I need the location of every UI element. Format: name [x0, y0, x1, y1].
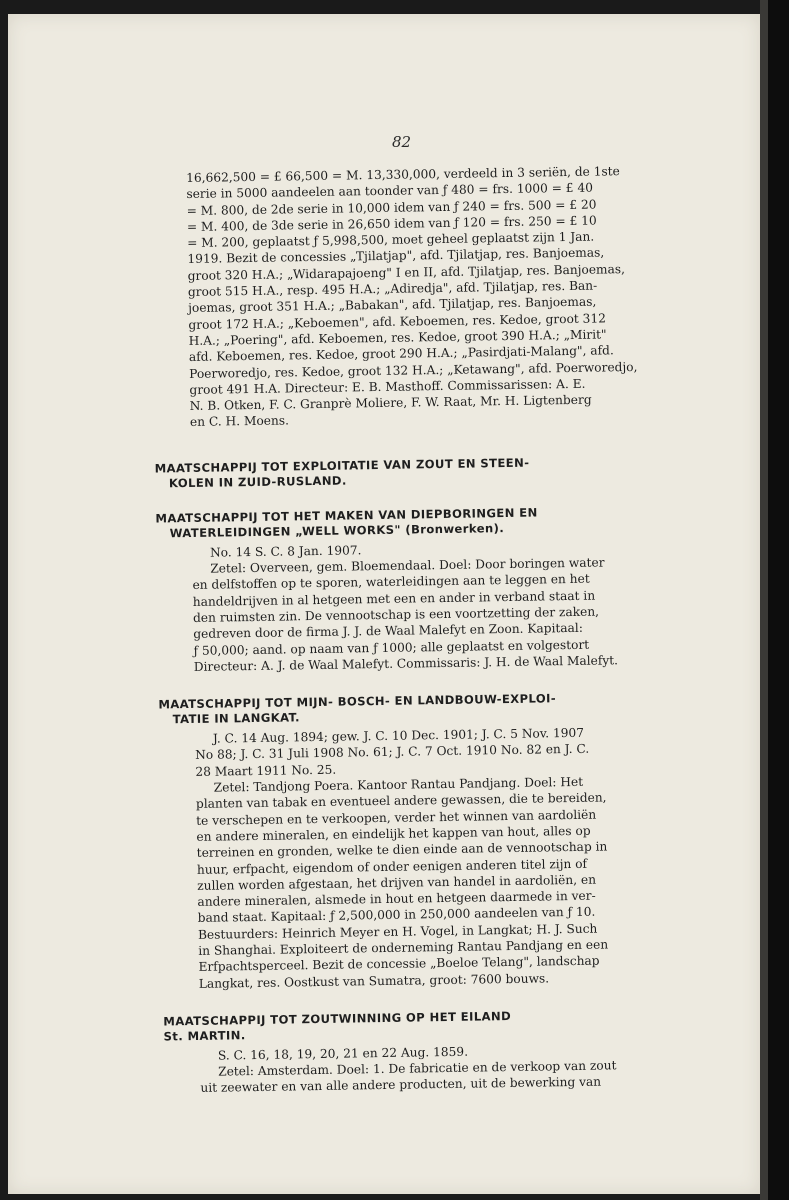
text-line: serie in 5000 aandeelen aan toonder van ƒ 480 = frs. 1000 = £ 40: [186, 180, 594, 202]
page-text: [154, 162, 688, 1096]
heading-line: MAATSCHAPPIJ TOT HET MAKEN VAN DIEPBORINGEN EN: [155, 505, 538, 526]
text-line: en C. H. Moens.: [189, 413, 290, 430]
text-line: gedreven door de firma J. J. de Waal Malefyt en Zoon. Kapitaal:: [193, 621, 583, 642]
text-line: Directeur: A. J. de Waal Malefyt. Commissaris: J. H. de Waal Malefyt.: [193, 653, 619, 674]
text-line: J. C. 14 Aug. 1894; gew. J. C. 10 Dec. 1901; J. C. 5 Nov. 1907: [212, 725, 585, 746]
heading-line: St. MARTIN.: [163, 1028, 246, 1044]
text-line: Erfpachtsperceel. Bezit de concessie „Boeloe Telang", landschap: [198, 953, 600, 975]
section-heading-zout-steenkolen: [155, 453, 679, 491]
text-line: 1919. Bezit de concessies „Tjilatjap", afd. Tjilatjap, res. Banjoemas,: [187, 245, 605, 267]
text-line: Zetel: Overveen, gem. Bloemendaal. Doel: Door boringen water: [210, 555, 605, 576]
text-line: Bestuurders: Heinrich Meyer en H. Vogel, in Langkat; H. J. Such: [197, 921, 598, 942]
heading-line: KOLEN IN ZUID-RUSLAND.: [168, 473, 347, 491]
text-line: Zetel: Amsterdam. Doel: 1. De fabricatie en de verkoop van zout: [218, 1058, 617, 1079]
text-line: Langkat, res. Oostkust van Sumatra, groot: 7600 bouws.: [198, 970, 550, 991]
page-edge: [760, 0, 768, 1200]
text-line: groot 320 H.A.; „Widarapajoeng" I en II, afd. Tjilatjap, res. Banjoemas,: [187, 261, 626, 283]
heading-line: MAATSCHAPPIJ TOT EXPLOITATIE VAN ZOUT EN STEEN-: [154, 455, 530, 476]
text-line: band staat. Kapitaal: ƒ 2,500,000 in 250,000 aandeelen van ƒ 10.: [197, 905, 596, 926]
text-line: te verschepen en te verkoopen, verder het winnen van aardoliën: [196, 807, 597, 828]
section-heading-well-works: [155, 503, 679, 541]
text-line: groot 515 H.A., resp. 495 H.A.; „Adiredja", afd. Tjilatjap, res. Ban-: [187, 278, 598, 300]
heading-line: MAATSCHAPPIJ TOT MIJN- BOSCH- EN LANDBOUW-EXPLOI-: [158, 691, 557, 712]
text-line: Poerworedjo, res. Kedoe, groot 132 H.A.; „Ketawang", afd. Poerworedjo,: [189, 359, 638, 381]
section-body-zoutwinning: [200, 1040, 689, 1097]
text-line: en andere mineralen, en eindelijk het kappen van hout, alles op: [196, 823, 591, 844]
text-line: 16,662,500 = £ 66,500 = M. 13,330,000, verdeeld in 3 seriën, de 1ste: [186, 164, 620, 185]
text-line: zullen worden afgestaan, het drijven van handel in aardoliën, en: [197, 872, 597, 893]
heading-line: TATIE IN LANGKAT.: [172, 710, 301, 727]
text-line: handeldrijven in al hetgeen met een en ander in verband staat in: [192, 588, 596, 609]
page-number: 82: [392, 133, 412, 151]
text-line: No. 14 S. C. 8 Jan. 1907.: [209, 543, 362, 560]
text-line: en delfstoffen op te sporen, waterleidingen aan te leggen en het: [192, 572, 590, 593]
text-line: in Shanghai. Exploiteert de onderneming Rantau Pandjang en een: [198, 937, 609, 958]
text-line: uit zeewater en van alle andere producten, uit de bewerking van: [200, 1075, 602, 1096]
text-line: joemas, groot 351 H.A.; „Babakan", afd. Tjilatjap, res. Banjoemas,: [188, 294, 597, 316]
text-line: groot 491 H.A. Directeur: E. B. Masthoff. Commissarissen: A. E.: [189, 376, 586, 397]
text-line: terreinen en gronden, welke te dien einde aan de vennootschap in: [196, 839, 608, 861]
text-line: H.A.; „Poering", afd. Keboemen, res. Kedoe, groot 390 H.A.; „Mirit": [188, 327, 607, 348]
text-line: S. C. 16, 18, 19, 20, 21 en 22 Aug. 1859.: [217, 1044, 469, 1063]
text-line: N. B. Otken, F. C. Granprè Moliere, F. W. Raat, Mr. H. Ligtenberg: [189, 392, 592, 414]
text-line: = M. 800, de 2de serie in 10,000 idem van ƒ 240 = frs. 500 = £ 20: [186, 197, 597, 218]
text-line: 28 Maart 1911 No. 25.: [195, 762, 337, 779]
binding-shadow: [768, 0, 789, 1200]
text-line: planten van tabak en eventueel andere gewassen, die te bereiden,: [195, 790, 607, 812]
section-body-langkat: [195, 723, 687, 991]
text-line: huur, erfpacht, eigendom of onder eenigen anderen titel zijn of: [196, 856, 588, 877]
text-line: Zetel: Tandjong Poera. Kantoor Rantau Pandjang. Doel: Het: [213, 774, 584, 795]
text-line: den ruimsten zin. De vennootschap is een voortzetting der zaken,: [192, 604, 600, 625]
section-heading-zoutwinning: [163, 1006, 687, 1044]
intro-paragraph: [186, 162, 678, 430]
text-line: = M. 400, de 3de serie in 26,650 idem van ƒ 120 = frs. 250 = £ 10: [186, 213, 597, 234]
section-heading-langkat: [158, 689, 682, 727]
text-line: afd. Keboemen, res. Kedoe, groot 290 H.A.; „Pasirdjati-Malang", afd.: [188, 343, 614, 365]
heading-line: MAATSCHAPPIJ TOT ZOUTWINNING OP HET EILAND: [163, 1008, 512, 1029]
text-line: ƒ 50,000; aand. op naam van ƒ 1000; alle geplaatst en volgestort: [193, 637, 590, 658]
section-body-well-works: [192, 537, 682, 675]
heading-line: WATERLEIDINGEN „WELL WORKS" (Bronwerken).: [169, 520, 505, 541]
text-line: groot 172 H.A.; „Keboemen", afd. Keboemen, res. Kedoe, groot 312: [188, 311, 606, 332]
text-line: = M. 200, geplaatst ƒ 5,998,500, moet geheel geplaatst zijn 1 Jan.: [187, 229, 595, 251]
text-line: No 88; J. C. 31 Juli 1908 No. 61; J. C. 7 Oct. 1910 No. 82 en J. C.: [195, 742, 590, 763]
text-line: andere mineralen, alsmede in hout en hetgeen daarmede in ver-: [197, 888, 596, 910]
